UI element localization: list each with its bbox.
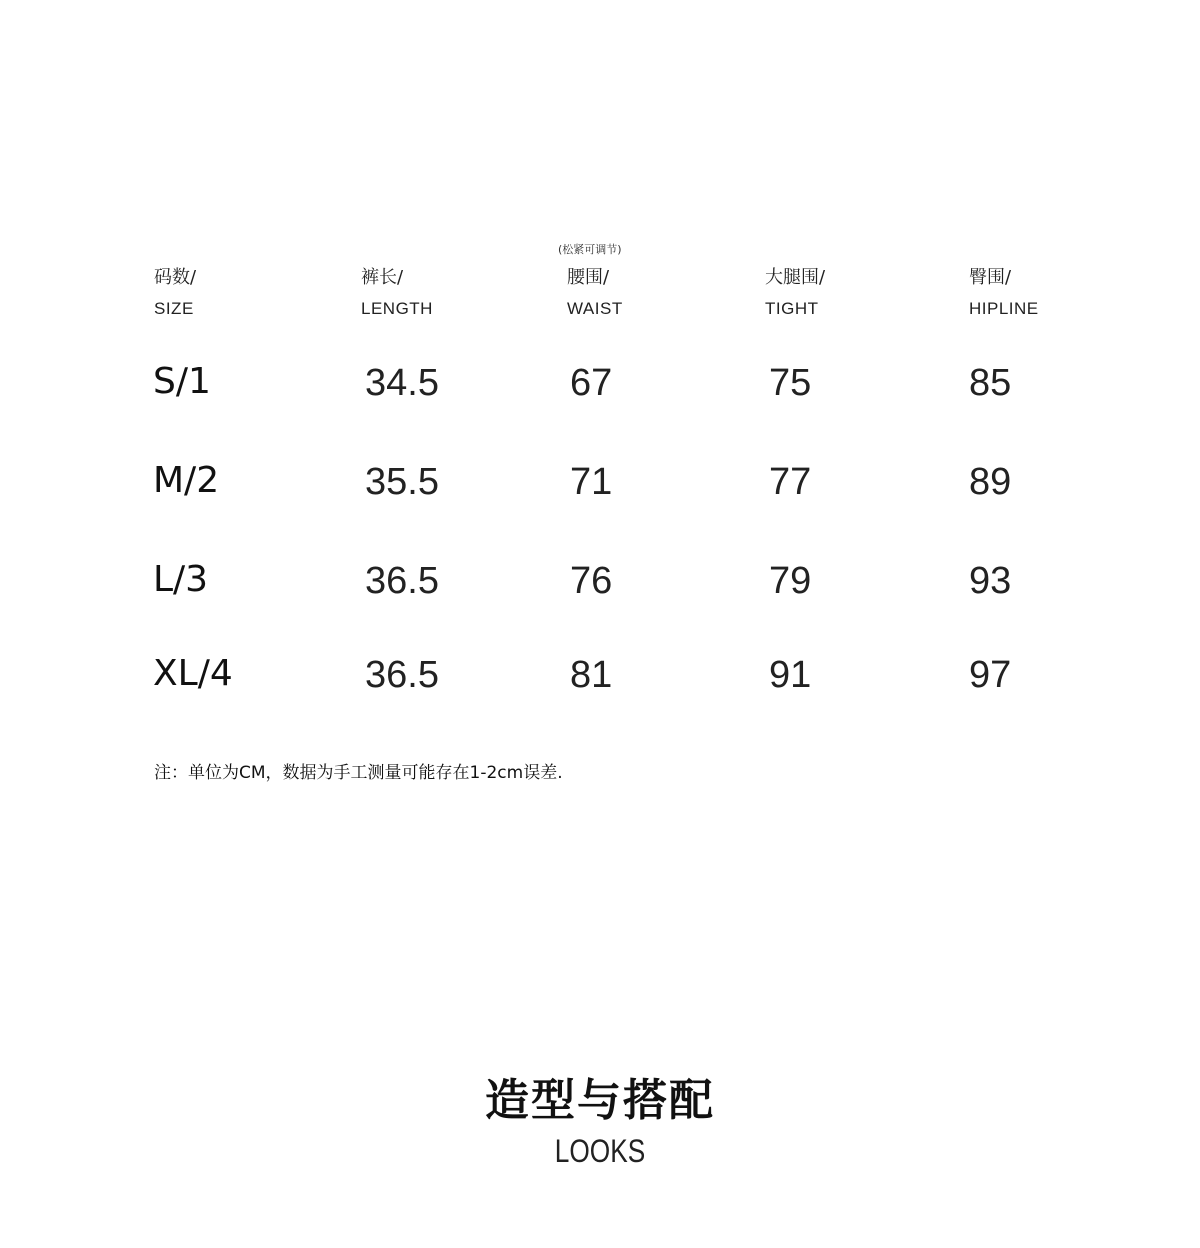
table-row-thigh: 75: [769, 362, 812, 404]
table-row-waist: 71: [570, 461, 613, 503]
header-hip-en: HIPLINE: [969, 299, 1039, 318]
table-row-thigh: 91: [769, 654, 812, 696]
table-row-size: M/2: [153, 460, 220, 501]
table-row-hip: 93: [969, 560, 1012, 602]
table-row-waist: 76: [570, 560, 613, 602]
measurement-footnote: 注：单位为CM，数据为手工测量可能存在1-2cm误差.: [154, 763, 563, 783]
header-hip-zh: 臀围/: [969, 267, 1012, 288]
header-size-zh: 码数/: [154, 267, 197, 288]
waist-adjustable-note: (松紧可调节): [558, 243, 622, 256]
table-row-hip: 97: [969, 654, 1012, 696]
header-size-en: SIZE: [154, 299, 194, 318]
table-row-thigh: 77: [769, 461, 812, 503]
header-thigh-en: TIGHT: [765, 299, 819, 318]
header-length-zh: 裤长/: [361, 267, 404, 288]
section-subtitle: LOOKS: [554, 1133, 646, 1169]
table-row-length: 36.5: [365, 654, 439, 696]
table-row-hip: 89: [969, 461, 1012, 503]
table-row-waist: 81: [570, 654, 613, 696]
header-waist-zh: 腰围/: [567, 267, 610, 288]
table-row-length: 36.5: [365, 560, 439, 602]
table-row-size: XL/4: [153, 653, 233, 694]
section-title: 造型与搭配: [485, 1075, 715, 1126]
table-row-hip: 85: [969, 362, 1012, 404]
table-row-length: 34.5: [365, 362, 439, 404]
table-row-size: S/1: [153, 361, 211, 402]
table-row-waist: 67: [570, 362, 613, 404]
table-row-length: 35.5: [365, 461, 439, 503]
table-row-size: L/3: [153, 559, 209, 600]
table-row-thigh: 79: [769, 560, 812, 602]
header-length-en: LENGTH: [361, 299, 433, 318]
header-thigh-zh: 大腿围/: [765, 267, 826, 288]
header-waist-en: WAIST: [567, 299, 623, 318]
